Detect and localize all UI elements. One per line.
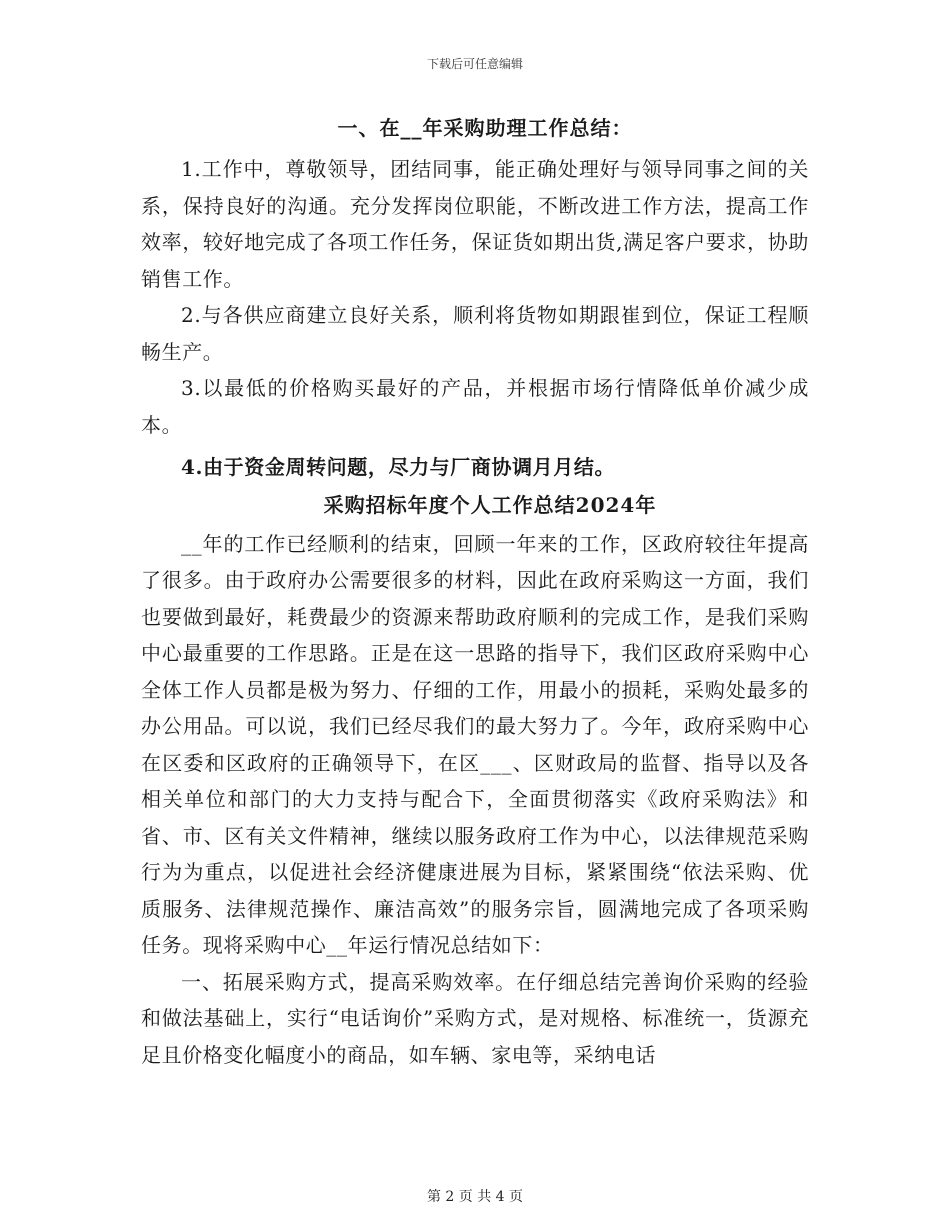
section1-item-4: 4.由于资金周转问题，尽力与厂商协调月月结。	[181, 455, 616, 479]
document-body	[141, 113, 809, 1073]
page-footer: 第 2 页 共 4 页	[426, 1189, 524, 1205]
section2-paragraph-1: __年的工作已经顺利的结束，回顾一年来的工作，区政府较往年提高了很多。由于政府办公需要很多的材料，因此在政府采购这一方面，我们也要做到最好，耗费最少的资源来帮助政府顺利的完成工作，是我们采购中心最重要的工作思路。正是在这一思路的指导下，我们区政府采购中心全体工作人员都是极为努力、仔细的工作，用最小的损耗，采购处最多的办公用品。可以说，我们已经尽我们的最大努力了。今年，政府采购中心在区委和区政府的正确领导下，在区___、区财政局的监督、指导以及各相关单位和部门的大力支持与配合下，全面贯彻落实《政府采购法》和省、市、区有关文件精神，继续以服务政府工作为中心，以法律规范采购行为为重点，以促进社会经济健康进展为目标，紧紧围绕“依法采购、优质服务、法律规范操作、廉洁高效”的服务宗旨，圆满地完成了各项采购任务。现将采购中心__年运行情况总结如下：	[141, 531, 809, 957]
section2-title: 采购招标年度个人工作总结2024年	[323, 492, 657, 517]
section2-paragraph-2: 一、拓展采购方式，提高采购效率。在仔细总结完善询价采购的经验和做法基础上，实行“电话询价”采购方式，是对规格、标准统一，货源充足且价格变化幅度小的商品，如车辆、家电等，采纳电话	[141, 969, 809, 1067]
section1-item-1: 1.工作中，尊敬领导，团结同事，能正确处理好与领导同事之间的关系，保持良好的沟通。充分发挥岗位职能，不断改进工作方法，提高工作效率，较好地完成了各项工作任务，保证货如期出货,满足客户要求，协助销售工作。	[141, 157, 809, 291]
section1-item-2: 2.与各供应商建立良好关系，顺利将货物如期跟崔到位，保证工程顺畅生产。	[141, 303, 809, 364]
section1-title: 一、在__年采购助理工作总结：	[337, 116, 633, 140]
section1-item-3: 3.以最低的价格购买最好的产品，并根据市场行情降低单价减少成本。	[141, 376, 809, 437]
page-header: 下载后可任意编辑	[426, 57, 523, 71]
